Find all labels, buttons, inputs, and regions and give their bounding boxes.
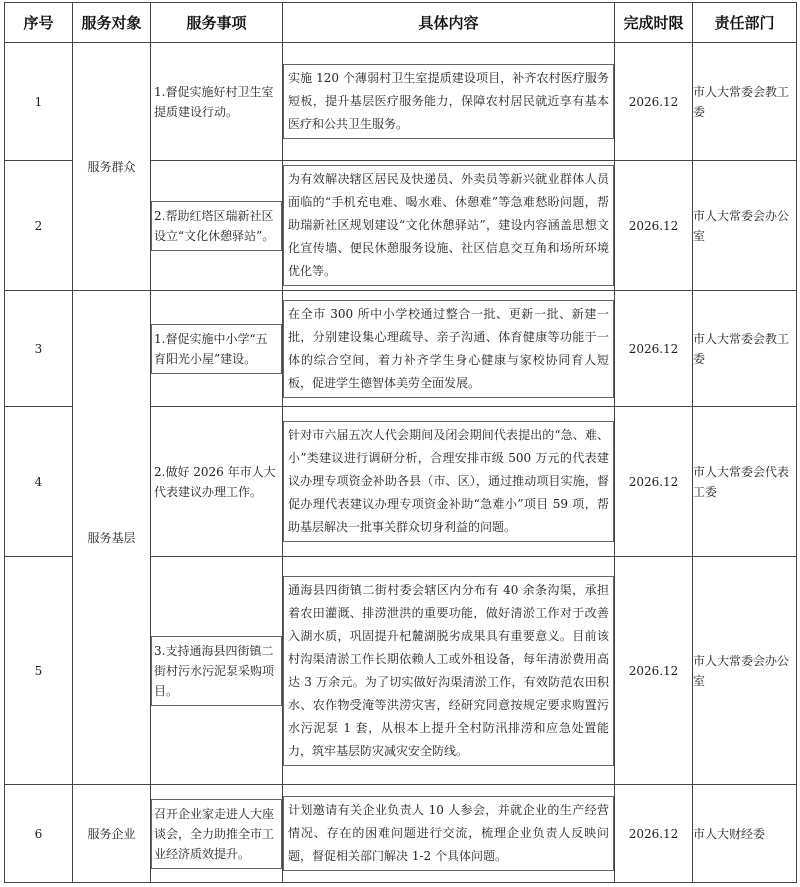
deadline: 2026.12 (615, 407, 693, 557)
row-number: 6 (5, 785, 73, 883)
service-item-text: 2.帮助红塔区瑞新社区设立“文化休憩驿站”。 (151, 201, 282, 251)
service-content (283, 785, 615, 883)
service-content-text: 为有效解决辖区居民及快递员、外卖员等新兴就业群体人员面临的“手机充电难、喝水难、休憩难”等急难愁盼问题，帮助瑞新社区规划建设“文化休憩驿站”，建设内容涵盖思想文化宣传墙、便民休憩服务设施、社区信息交互角和场所环境优化等。 (283, 165, 614, 286)
header-item: 服务事项 (151, 3, 283, 43)
row-number: 3 (5, 291, 73, 407)
service-item (151, 785, 283, 883)
responsible-dept: 市人大常委会办公室 (693, 557, 797, 785)
service-content-text: 计划邀请有关企业负责人 10 人参会，并就企业的生产经营情况、存在的困难问题进行交流，梳理企业负责人反映问题，督促相关部门解决 1-2 个具体问题。 (283, 796, 614, 871)
service-target: 服务基层 (73, 291, 151, 785)
header-row (5, 3, 797, 43)
header-no: 序号 (5, 3, 73, 43)
service-content (283, 291, 615, 407)
service-item (151, 557, 283, 785)
deadline: 2026.12 (615, 785, 693, 883)
header-content: 具体内容 (283, 3, 615, 43)
service-item (151, 407, 283, 557)
row-number: 4 (5, 407, 73, 557)
service-content (283, 43, 615, 161)
deadline: 2026.12 (615, 43, 693, 161)
service-item-text: 1.督促实施好村卫生室提质建设行动。 (154, 84, 274, 119)
service-target: 服务企业 (73, 785, 151, 883)
row-number: 1 (5, 43, 73, 161)
deadline: 2026.12 (615, 291, 693, 407)
table-row (5, 291, 797, 407)
service-content (283, 407, 615, 557)
responsible-dept: 市人大财经委 (693, 785, 797, 883)
service-item (151, 161, 283, 291)
row-number: 5 (5, 557, 73, 785)
service-content (283, 557, 615, 785)
responsible-dept: 市人大常委会代表工委 (693, 407, 797, 557)
service-item-text: 2.做好 2026 年市人大代表建议办理工作。 (154, 464, 276, 499)
row-number: 2 (5, 161, 73, 291)
responsible-dept: 市人大常委会办公室 (693, 161, 797, 291)
service-content-text: 针对市六届五次人代会期间及闭会期间代表提出的“急、难、小”类建议进行调研分析，合理安排市级 500 万元的代表建议办理专项资金补助各县（市、区），通过推动项目实施，督促办理代表建议办理专项资金补助“急难小”项目 59 项，帮助基层解决一批事关群众切身利益的问题。 (283, 421, 614, 542)
service-content-text: 在全市 300 所中小学校通过整合一批、更新一批、新建一批，分别建设集心理疏导、亲子沟通、体育健康等功能于一体的综合空间，着力补齐学生身心健康与家校协同育人短板，促进学生德智体美劳全面发展。 (283, 300, 614, 398)
service-target: 服务群众 (73, 43, 151, 291)
deadline: 2026.12 (615, 557, 693, 785)
table-row (5, 785, 797, 883)
service-item-text: 召开企业家走进人大座谈会，全力助推全市工业经济质效提升。 (151, 799, 282, 869)
responsible-dept: 市人大常委会教工委 (693, 291, 797, 407)
deadline: 2026.12 (615, 161, 693, 291)
table-row (5, 43, 797, 161)
header-dept: 责任部门 (693, 3, 797, 43)
service-content-text: 实施 120 个薄弱村卫生室提质建设项目，补齐农村医疗服务短板，提升基层医疗服务能力，保障农村居民就近享有基本医疗和公共卫生服务。 (283, 64, 614, 139)
service-content-text: 通海县四街镇二街村委会辖区内分布有 40 余条沟渠，承担着农田灌溉、排涝泄洪的重要功能，做好清淤工作对于改善入湖水质，巩固提升杞麓湖脱劣成果具有重要意义。目前该村沟渠清淤工作长期依赖人工或外租设备，每年清淤费用高达 3 万余元。为了切实做好沟渠清淤工作，有效防范农田积水、农作物受淹等洪涝灾害，经研究同意按规定要求购置污水污泥泵 1 套，从根本上提升全村防汛排涝和应急处置能力，筑牢基层防灾减灾安全防线。 (283, 576, 614, 766)
service-item (151, 43, 283, 161)
responsible-dept: 市人大常委会教工委 (693, 43, 797, 161)
service-table (4, 2, 797, 883)
header-target: 服务对象 (73, 3, 151, 43)
service-item-text: 1.督促实施中小学“五育阳光小屋”建设。 (151, 324, 282, 374)
service-content (283, 161, 615, 291)
header-deadline: 完成时限 (615, 3, 693, 43)
service-item-text: 3.支持通海县四街镇二街村污水污泥泵采购项目。 (151, 636, 282, 706)
service-item (151, 291, 283, 407)
